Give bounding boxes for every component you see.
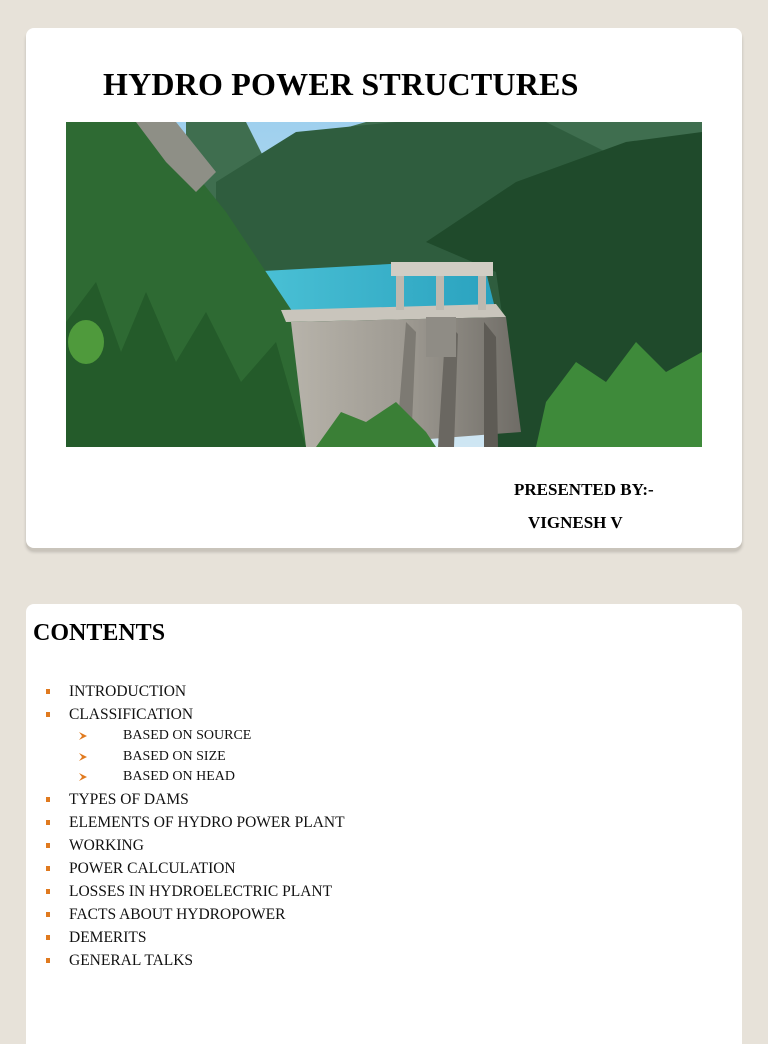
presented-by-label: PRESENTED BY:- [514, 480, 654, 499]
list-item-label: POWER CALCULATION [69, 859, 236, 877]
contents-title: CONTENTS [33, 620, 166, 646]
list-item-label: LOSSES IN HYDROELECTRIC PLANT [69, 882, 333, 900]
list-item-label: BASED ON SOURCE [123, 728, 252, 743]
slide-title: HYDRO POWER STRUCTURES [103, 66, 579, 102]
arrow-bullet-icon [78, 772, 88, 782]
presenter-name: VIGNESH V [528, 513, 623, 532]
sub-list-item [26, 767, 345, 788]
bullet-icon [46, 889, 50, 894]
bullet-icon [46, 689, 50, 694]
bullet-icon [46, 843, 50, 848]
list-item-label: INTRODUCTION [69, 683, 187, 700]
list-item [26, 926, 345, 949]
list-item-label: BASED ON SIZE [123, 748, 226, 764]
list-item [26, 788, 345, 811]
bullet-icon [46, 958, 50, 963]
list-item-label: ELEMENTS OF HYDRO POWER PLANT [69, 813, 345, 831]
arrow-bullet-icon [78, 731, 88, 741]
sub-list-item [26, 747, 345, 768]
list-item-label: WORKING [69, 836, 144, 854]
list-item [26, 880, 345, 903]
list-item-label: FACTS ABOUT HYDROPOWER [69, 905, 286, 923]
contents-slide [26, 604, 742, 1044]
list-item [26, 903, 345, 926]
list-item-label: BASED ON HEAD [123, 769, 235, 784]
bullet-icon [46, 820, 50, 825]
list-item-label: TYPES OF DAMS [69, 790, 189, 808]
list-item [26, 811, 345, 834]
list-item-label: DEMERITS [69, 928, 147, 946]
list-item [26, 857, 345, 880]
bullet-icon [46, 935, 50, 940]
list-item [26, 680, 345, 703]
title-slide [26, 28, 742, 548]
contents-list [26, 680, 345, 972]
arrow-bullet-icon [78, 752, 88, 762]
list-item [26, 834, 345, 857]
list-item [26, 703, 345, 726]
dam-photo [66, 122, 702, 447]
bullet-icon [46, 866, 50, 871]
list-item-label: CLASSIFICATION [69, 706, 194, 723]
list-item [26, 949, 345, 972]
bullet-icon [46, 912, 50, 917]
list-item-label: GENERAL TALKS [69, 951, 194, 969]
sub-list-item [26, 726, 345, 747]
bullet-icon [46, 797, 50, 802]
bullet-icon [46, 712, 50, 717]
